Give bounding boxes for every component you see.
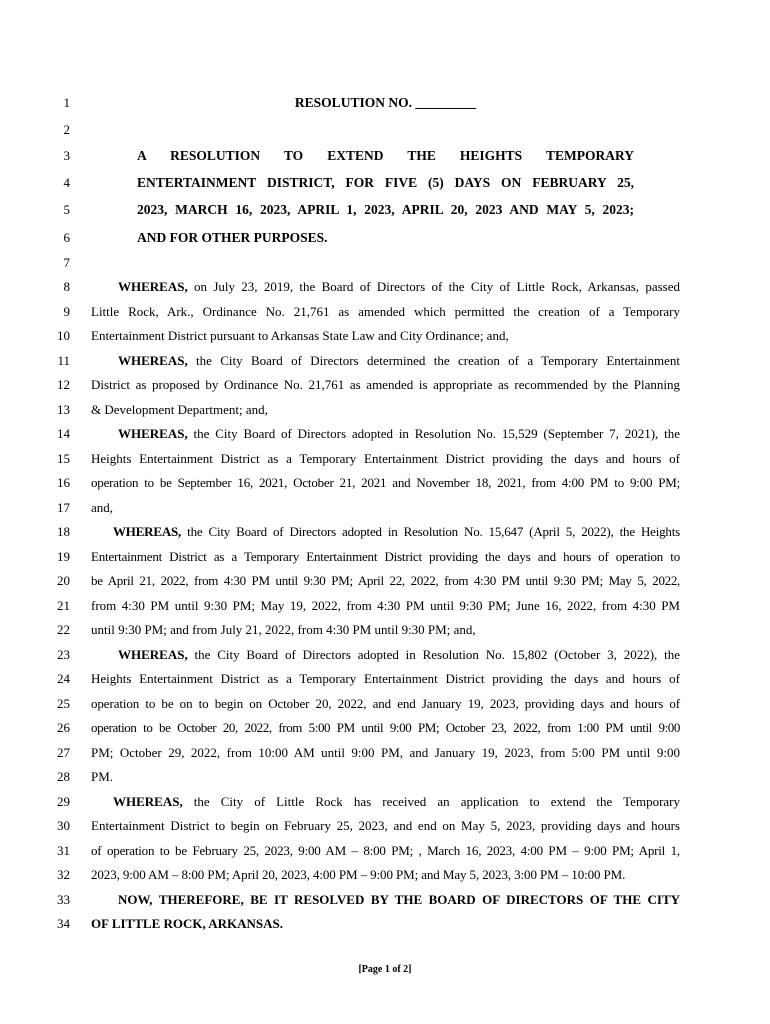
body-line xyxy=(91,279,680,295)
line-number: 4 xyxy=(63,175,70,190)
title-line: AND FOR OTHER PURPOSES. xyxy=(137,230,328,245)
line-number: 31 xyxy=(57,843,70,858)
line-number: 32 xyxy=(57,867,70,882)
line-number: 26 xyxy=(57,720,70,735)
line-number: 22 xyxy=(57,622,70,637)
whereas-label: WHEREAS, xyxy=(118,353,188,368)
body-line xyxy=(91,647,680,663)
body-line: Heights Entertainment District as a Temporary Entertainment District providing the days and hours of xyxy=(91,451,680,466)
line-number: 19 xyxy=(57,549,70,564)
whereas-label: WHEREAS, xyxy=(113,524,182,539)
line-number: 7 xyxy=(63,255,70,270)
line-number: 21 xyxy=(57,598,70,613)
title-line: 2023, MARCH 16, 2023, APRIL 1, 2023, APRIL 20, 2023 AND MAY 5, 2023; xyxy=(137,202,634,217)
title-line: A RESOLUTION TO EXTEND THE HEIGHTS TEMPORARY xyxy=(137,148,634,163)
body-line: operation to be October 20, 2022, from 5:00 PM until 9:00 PM; October 23, 2022, from 1:00 PM until 9:00 xyxy=(91,720,680,735)
body-line xyxy=(91,426,680,442)
line-number: 2 xyxy=(63,122,70,137)
resolved-clause: OF LITTLE ROCK, ARKANSAS. xyxy=(91,916,284,931)
body-text: the City Board of Directors determined the creation of a Temporary Entertainment xyxy=(187,353,680,368)
body-line: Heights Entertainment District as a Temporary Entertainment District providing the days and hours of xyxy=(91,671,680,686)
body-line: be April 21, 2022, from 4:30 PM until 9:30 PM; April 22, 2022, from 4:30 PM until 9:30 PM; May 5, 2022, xyxy=(91,573,680,588)
body-line: until 9:30 PM; and from July 21, 2022, from 4:30 PM until 9:30 PM; and, xyxy=(91,622,476,637)
line-number: 1 xyxy=(63,95,70,110)
body-line: operation to be September 16, 2021, October 21, 2021 and November 18, 2021, from 4:00 PM to 9:00 PM; xyxy=(91,475,680,490)
body-line: Little Rock, Ark., Ordinance No. 21,761 as amended which permitted the creation of a Temporary xyxy=(91,304,680,319)
body-line: PM; October 29, 2022, from 10:00 AM until 9:00 PM, and January 19, 2023, from 5:00 PM until 9:00 xyxy=(91,745,680,760)
line-number: 5 xyxy=(63,202,70,217)
line-number: 8 xyxy=(63,279,70,294)
body-line: Entertainment District as a Temporary Entertainment District providing the days and hours of operation to xyxy=(91,549,680,564)
body-line xyxy=(91,353,680,369)
line-number: 15 xyxy=(57,451,70,466)
body-text: the City Board of Directors adopted in Resolution No. 15,647 (April 5, 2022), the Heights xyxy=(181,524,680,539)
line-number: 27 xyxy=(57,745,70,760)
body-line: of operation to be February 25, 2023, 9:00 AM – 8:00 PM; , March 16, 2023, 4:00 PM – 9:00 PM; April 1, xyxy=(91,843,680,858)
line-number: 13 xyxy=(57,402,70,417)
line-number: 30 xyxy=(57,818,70,833)
resolved-clause: NOW, THEREFORE, BE IT RESOLVED BY THE BOARD OF DIRECTORS OF THE CITY xyxy=(118,892,680,907)
body-line: 2023, 9:00 AM – 8:00 PM; April 20, 2023, 4:00 PM – 9:00 PM; and May 5, 2023, 3:00 PM – 10:00 PM. xyxy=(91,867,626,882)
body-line: Entertainment District to begin on February 25, 2023, and end on May 5, 2023, providing days and hours xyxy=(91,818,680,833)
body-line: District as proposed by Ordinance No. 21,761 as amended is appropriate as recommended by the Planning xyxy=(91,377,680,392)
line-number: 17 xyxy=(57,500,70,515)
body-line xyxy=(91,524,680,540)
whereas-label: WHEREAS, xyxy=(118,647,188,662)
line-number: 3 xyxy=(63,148,70,163)
line-number: 33 xyxy=(57,892,70,907)
title-line: ENTERTAINMENT DISTRICT, FOR FIVE (5) DAYS ON FEBRUARY 25, xyxy=(137,175,634,190)
body-line: PM. xyxy=(91,769,114,784)
body-text: the City Board of Directors adopted in Resolution No. 15,802 (October 3, 2022), the xyxy=(187,647,680,662)
body-line: operation to be on to begin on October 20, 2022, and end January 19, 2023, providing days and hours of xyxy=(91,696,680,711)
line-number: 11 xyxy=(57,353,70,368)
line-number: 29 xyxy=(57,794,70,809)
body-line: Entertainment District pursuant to Arkansas State Law and City Ordinance; and, xyxy=(91,328,509,343)
body-line xyxy=(91,794,680,810)
line-number: 14 xyxy=(57,426,70,441)
page-footer: [Page 1 of 2] xyxy=(358,964,412,975)
body-text: on July 23, 2019, the Board of Directors of the City of Little Rock, Arkansas, passed xyxy=(187,279,680,294)
line-number: 9 xyxy=(63,304,70,319)
body-line: from 4:30 PM until 9:30 PM; May 19, 2022, from 4:30 PM until 9:30 PM; June 16, 2022, from 4:30 PM xyxy=(91,598,680,613)
body-line: and, xyxy=(91,500,114,515)
resolution-heading: RESOLUTION NO. _________ xyxy=(294,95,477,110)
line-number: 10 xyxy=(57,328,70,343)
body-line: & Development Department; and, xyxy=(91,402,268,417)
line-number: 6 xyxy=(63,230,70,245)
line-number: 23 xyxy=(57,647,70,662)
line-number: 24 xyxy=(57,671,70,686)
body-text: the City Board of Directors adopted in Resolution No. 15,529 (September 7, 2021), the xyxy=(187,426,680,441)
whereas-label: WHEREAS, xyxy=(118,279,188,294)
line-number: 16 xyxy=(57,475,70,490)
whereas-label: WHEREAS, xyxy=(118,426,188,441)
body-text: the City of Little Rock has received an application to extend the Temporary xyxy=(182,794,680,809)
line-number: 18 xyxy=(57,524,70,539)
line-number: 20 xyxy=(57,573,70,588)
whereas-label: WHEREAS, xyxy=(113,794,183,809)
line-number: 34 xyxy=(57,916,70,931)
line-number: 12 xyxy=(57,377,70,392)
line-number: 25 xyxy=(57,696,70,711)
line-number: 28 xyxy=(57,769,70,784)
